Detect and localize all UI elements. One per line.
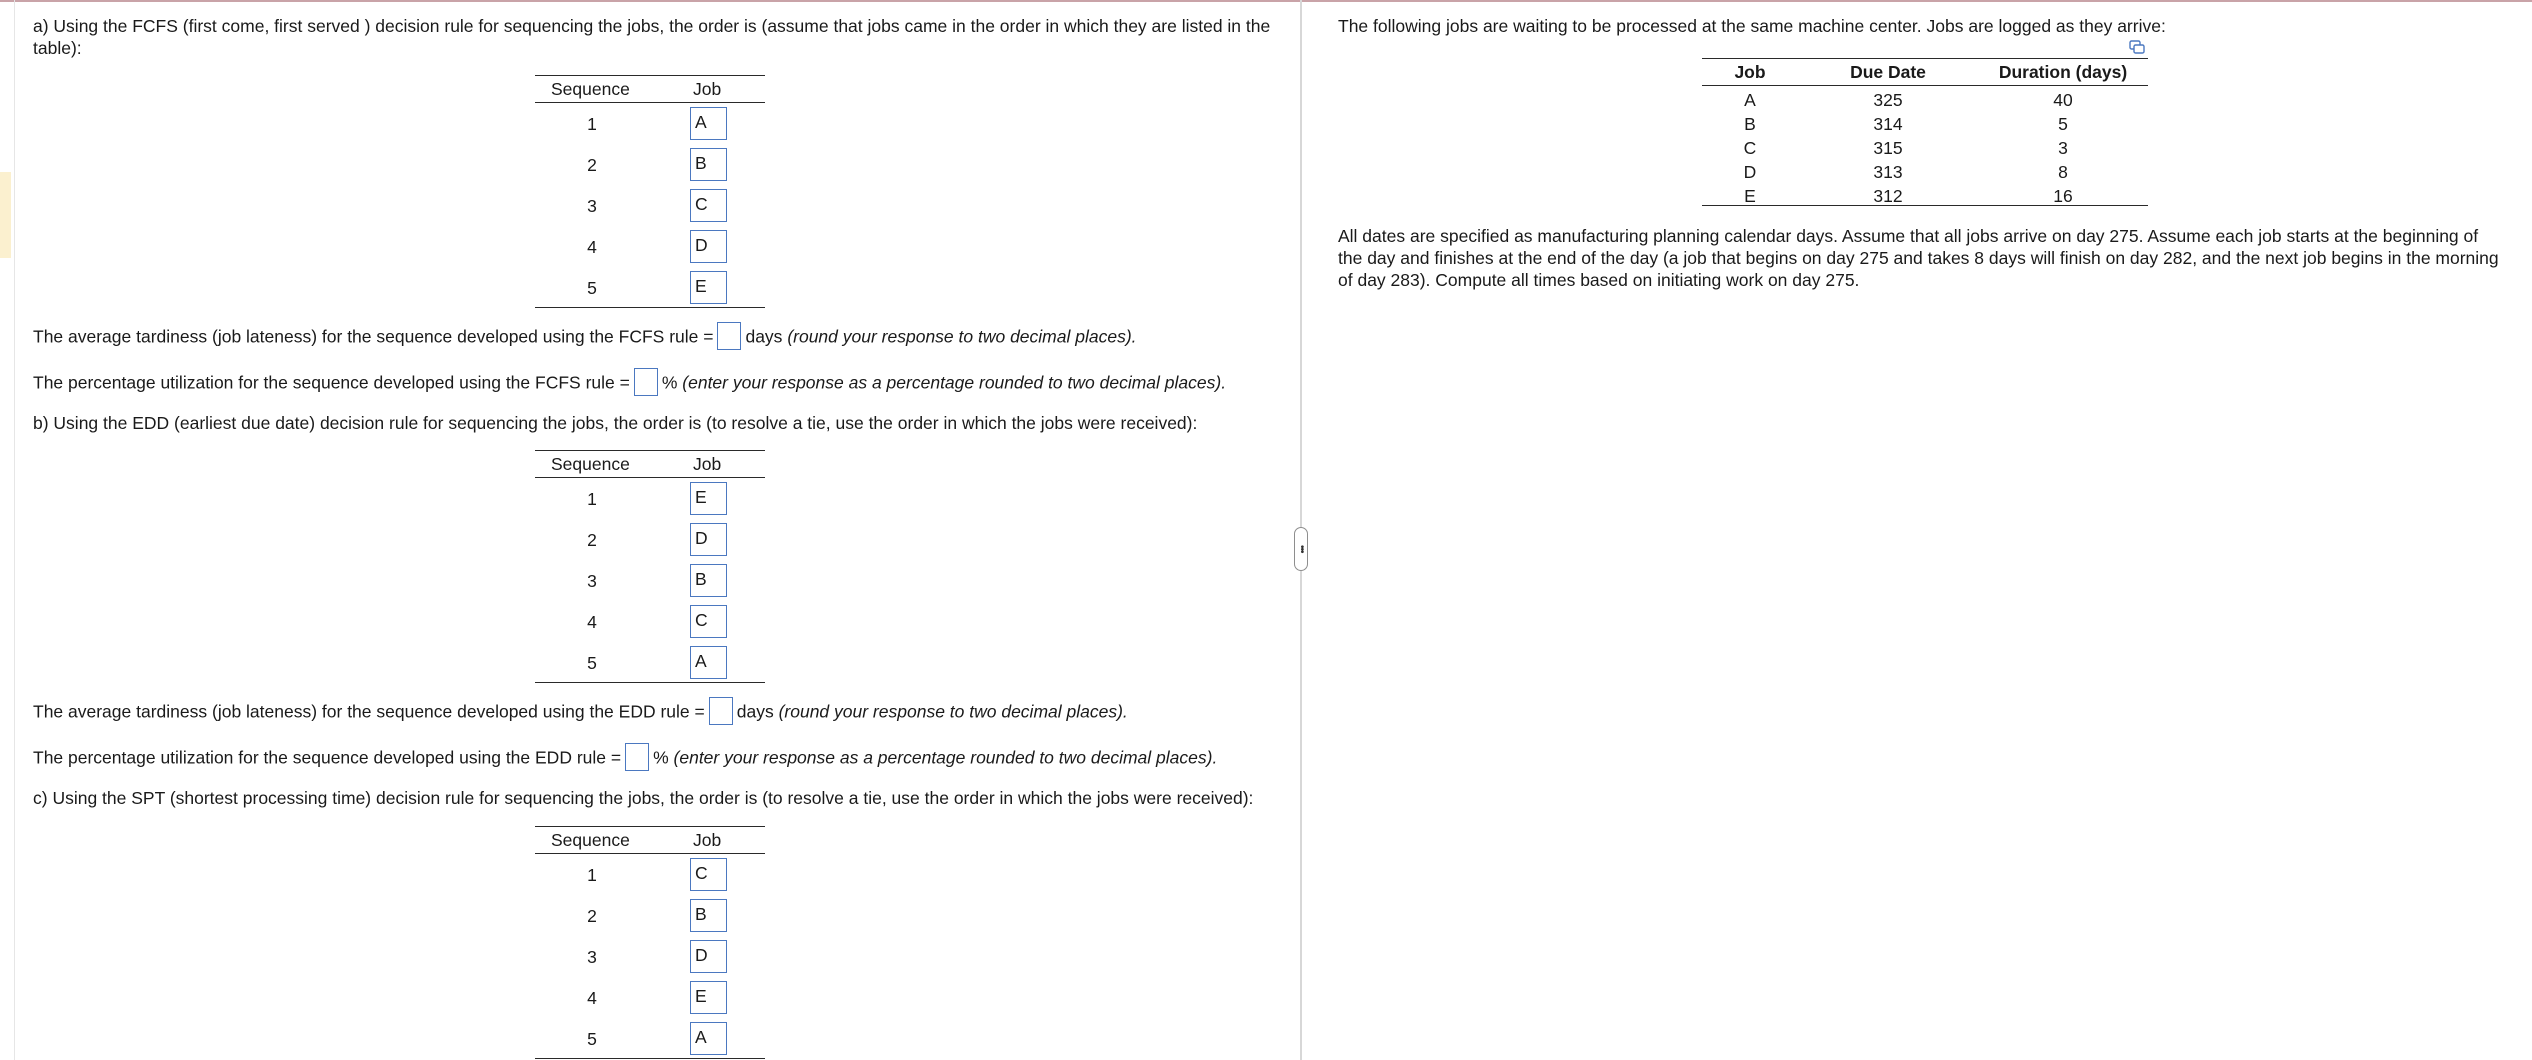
table-row [535, 226, 765, 267]
job-cell: C [1743, 138, 1757, 158]
table-row [535, 519, 765, 560]
job-input[interactable]: D [690, 230, 727, 263]
header-job: Job [693, 79, 722, 99]
jobs-intro: The following jobs are waiting to be processed at the same machine center. Jobs are logged as they arrive: [1338, 16, 2166, 36]
part-c-sequence-table [535, 826, 765, 1059]
tardiness-label: The average tardiness (job lateness) for the sequence developed using the FCFS rule = [33, 326, 714, 347]
sequence-number: 2 [587, 906, 597, 926]
drag-dots-icon: ••• [1296, 545, 1307, 553]
table-row [535, 1018, 765, 1059]
tardiness-note: (round your response to two decimal places). [778, 701, 1128, 722]
sequence-number: 1 [587, 114, 597, 134]
copy-icon[interactable] [2129, 40, 2145, 54]
job-input[interactable]: A [690, 1022, 727, 1055]
job-cell: D [1743, 162, 1757, 182]
table-row [535, 854, 765, 895]
pane-resize-handle[interactable] [1294, 527, 1308, 571]
tardiness-unit: days [745, 326, 783, 347]
table-row [535, 560, 765, 601]
job-input[interactable]: B [690, 148, 727, 181]
job-input[interactable]: D [690, 940, 727, 973]
sequence-number: 3 [587, 947, 597, 967]
header-duration: Duration (days) [1998, 62, 2128, 82]
table-row [535, 601, 765, 642]
job-input[interactable]: A [690, 107, 727, 140]
utilization-unit: % [653, 747, 669, 768]
part-a-sequence-table [535, 75, 765, 308]
header-job: Job [693, 830, 722, 850]
header-due-date: Due Date [1850, 62, 1926, 82]
table-row [1702, 134, 2148, 158]
table-row [535, 103, 765, 144]
left-gutter-line [14, 0, 15, 1060]
header-sequence: Sequence [551, 830, 630, 850]
sequence-number: 5 [587, 1029, 597, 1049]
table-row [1702, 86, 2148, 110]
header-job: Job [693, 454, 722, 474]
job-input[interactable]: E [690, 482, 727, 515]
job-input[interactable]: C [690, 605, 727, 638]
sequence-number: 5 [587, 278, 597, 298]
part-b-sequence-table [535, 450, 765, 683]
due-date-cell: 314 [1873, 114, 1903, 134]
duration-cell: 8 [2058, 162, 2068, 182]
utilization-label: The percentage utilization for the sequence developed using the EDD rule = [33, 747, 622, 768]
due-date-cell: 325 [1873, 90, 1903, 110]
utilization-note: (enter your response as a percentage rounded to two decimal places). [673, 747, 1218, 768]
table-header [535, 450, 765, 478]
job-cell: B [1744, 114, 1756, 134]
part-c-intro: c) Using the SPT (shortest processing time) decision rule for sequencing the jobs, the order is (to resolve a tie, use the order in which the jobs were received): [33, 788, 1254, 808]
left-highlight-strip [0, 172, 11, 258]
tardiness-note: (round your response to two decimal places). [787, 326, 1137, 347]
duration-cell: 16 [2053, 186, 2073, 206]
tardiness-answer-input[interactable] [709, 697, 733, 725]
utilization-answer-input[interactable] [634, 368, 658, 396]
utilization-unit: % [661, 372, 678, 393]
part-b-intro: b) Using the EDD (earliest due date) decision rule for sequencing the jobs, the order is (to resolve a tie, use the order in which the jobs were received): [33, 413, 1198, 433]
table-row [1702, 110, 2148, 134]
job-input[interactable]: C [690, 858, 727, 891]
header-job: Job [1734, 62, 1766, 82]
job-cell: E [1744, 186, 1756, 206]
job-input[interactable]: B [690, 899, 727, 932]
duration-cell: 40 [2053, 90, 2073, 110]
job-cell: A [1744, 90, 1756, 110]
table-row [1702, 182, 2148, 206]
sequence-number: 4 [587, 612, 597, 632]
part-a-utilization-line [33, 370, 1226, 398]
assumptions-note: All dates are specified as manufacturing planning calendar days. Assume that all jobs arrive on day 275. Assume each job starts at the beginning of the day and finishes at the end of the day (a job that begins on day 275 and takes 8 days will finish on day 282, and the next job begins in the morning of day 283). Compute all times based on initiating work on day 275. [1338, 226, 2499, 290]
utilization-answer-input[interactable] [625, 743, 649, 771]
part-a-intro: a) Using the FCFS (first come, first served ) decision rule for sequencing the jobs, the order is (assume that jobs came in the order in which they are listed in the table): [33, 16, 1271, 58]
question-pane [33, 0, 1298, 1060]
table-row [535, 895, 765, 936]
job-input[interactable]: C [690, 189, 727, 222]
table-row [535, 478, 765, 519]
table-row [1702, 158, 2148, 182]
tardiness-label: The average tardiness (job lateness) for the sequence developed using the EDD rule = [33, 701, 705, 722]
table-row [535, 144, 765, 185]
table-row [535, 267, 765, 308]
jobs-data-table [1702, 58, 2148, 206]
sequence-number: 3 [587, 571, 597, 591]
tardiness-unit: days [736, 701, 774, 722]
sequence-number: 5 [587, 653, 597, 673]
sequence-number: 4 [587, 988, 597, 1008]
job-input[interactable]: D [690, 523, 727, 556]
header-sequence: Sequence [551, 79, 630, 99]
sequence-number: 1 [587, 489, 597, 509]
part-b-utilization-line [33, 745, 1217, 773]
table-row [535, 642, 765, 683]
table-header [535, 75, 765, 103]
due-date-cell: 313 [1873, 162, 1903, 182]
duration-cell: 5 [2058, 114, 2068, 134]
sequence-number: 2 [587, 530, 597, 550]
job-input[interactable]: A [690, 646, 727, 679]
table-row [535, 185, 765, 226]
tardiness-answer-input[interactable] [717, 322, 741, 350]
due-date-cell: 315 [1873, 138, 1903, 158]
job-input[interactable]: B [690, 564, 727, 597]
sequence-number: 1 [587, 865, 597, 885]
sequence-number: 3 [587, 196, 597, 216]
utilization-note: (enter your response as a percentage rounded to two decimal places). [682, 372, 1227, 393]
sequence-number: 2 [587, 155, 597, 175]
table-row [535, 977, 765, 1018]
sequence-number: 4 [587, 237, 597, 257]
part-a-tardiness-line [33, 324, 1137, 352]
header-sequence: Sequence [551, 454, 630, 474]
job-input[interactable]: E [690, 271, 727, 304]
table-header [1702, 58, 2148, 86]
table-row [535, 936, 765, 977]
table-header [535, 826, 765, 854]
duration-cell: 3 [2058, 138, 2068, 158]
part-b-tardiness-line [33, 699, 1128, 727]
utilization-label: The percentage utilization for the sequence developed using the FCFS rule = [33, 372, 630, 393]
job-input[interactable]: E [690, 981, 727, 1014]
due-date-cell: 312 [1873, 186, 1903, 206]
